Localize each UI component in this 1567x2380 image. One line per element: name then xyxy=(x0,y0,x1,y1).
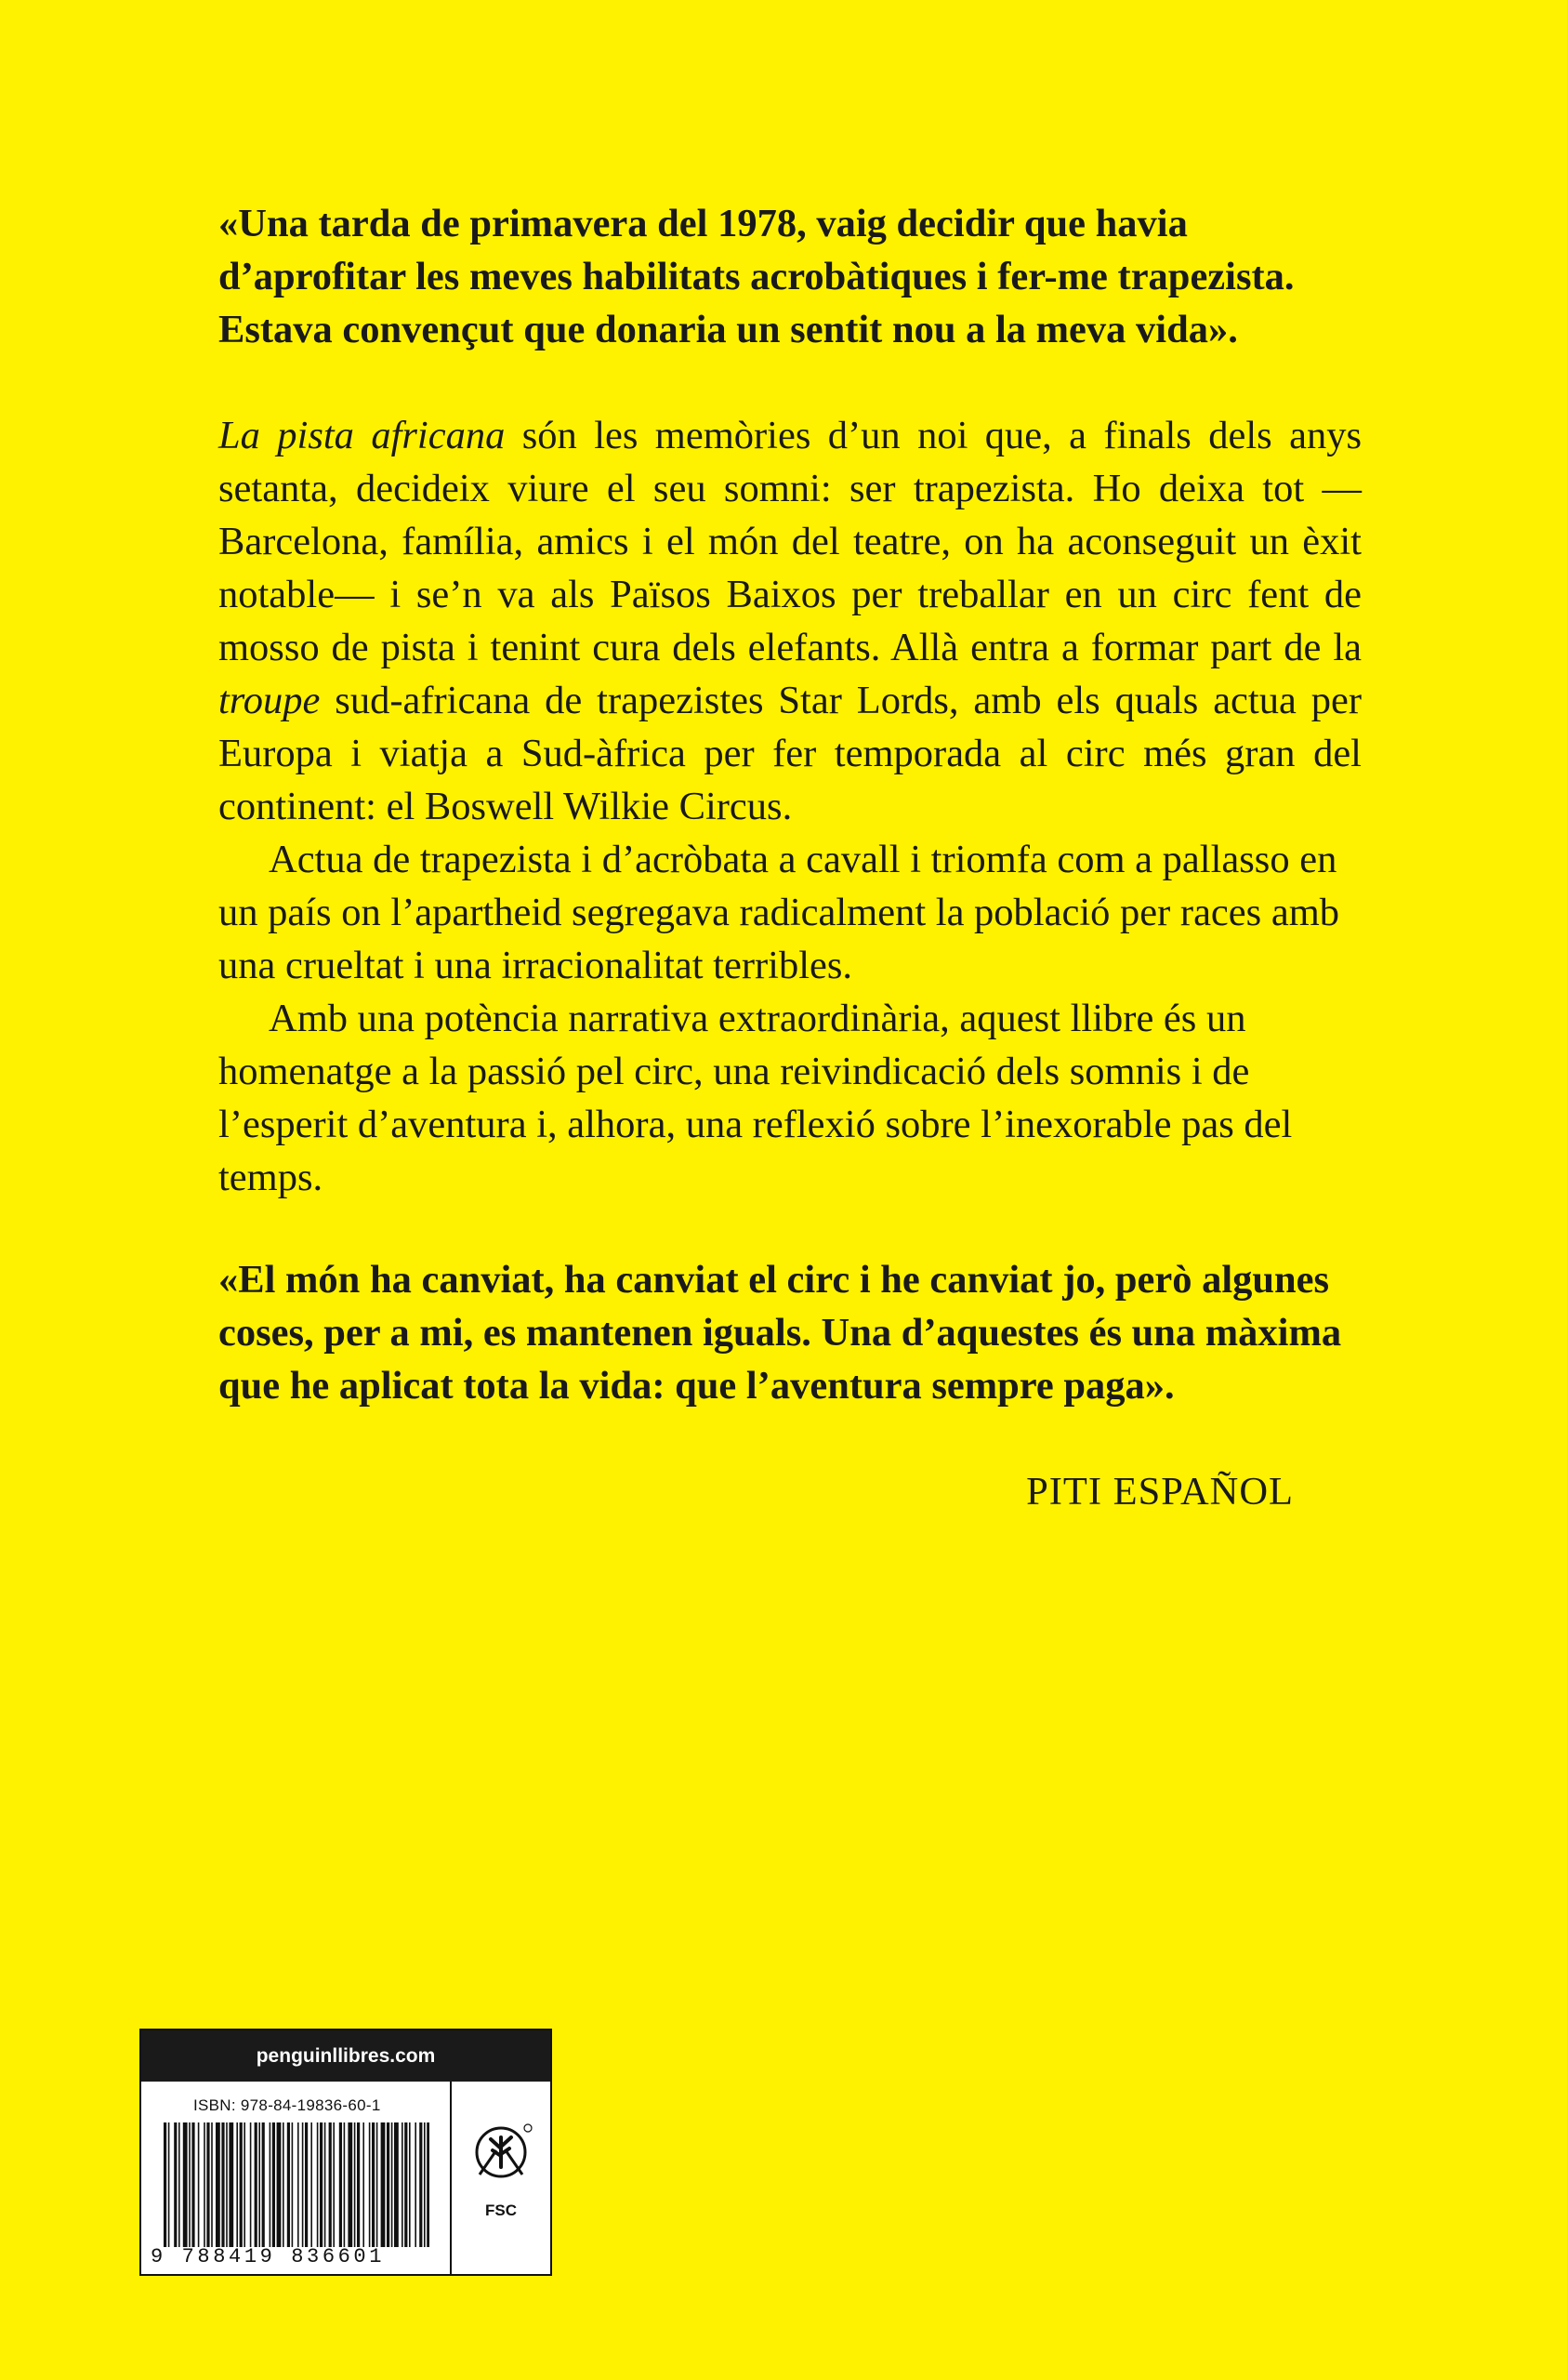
synopsis-text: sud-africana de trapezistes Star Lords, amb els quals actua per Europa i viatja a Sud-àfrica per fer temporada al circ més gran del continent: el Boswell Wilkie Circus. xyxy=(218,679,1362,828)
synopsis-paragraph-2: Actua de trapezista i d’acròbata a cavall i triomfa com a pallasso en un país on l’apartheid segregava radicalment la població per races amb una crueltat i una irracionalitat terribles. xyxy=(218,838,1339,987)
isbn-number: ISBN: 978-84-19836-60-1 xyxy=(193,2096,381,2114)
quote-line: Estava convençut que donaria un sentit nou a la meva vida». xyxy=(218,308,1238,351)
quote-line: «Una tarda de primavera del 1978, vaig decidir que havia xyxy=(218,202,1188,245)
synopsis-text: són les memòries d’un noi que, a finals dels anys setanta, decideix viure el seu somni: ser trapezista. Ho deixa tot —Barcelona, família, amics i el món del teatre, on ha aconseguit un èxit notable— i se’n va als Països Baixos per treballar en un circ fent de mosso de pista i tenint cura dels elefants. Allà entra a formar part de la xyxy=(218,414,1362,669)
quote-line: que he aplicat tota la vida: que l’aventura sempre paga». xyxy=(218,1364,1175,1408)
ean-digits: 9 788419 836601 xyxy=(151,2245,386,2268)
quote-line: «El món ha canviat, ha canviat el circ i he canviat jo, però algunes xyxy=(218,1258,1330,1302)
barcode-box xyxy=(139,2029,552,2276)
fsc-logo xyxy=(452,2082,550,2274)
website-label: penguinllibres.com xyxy=(141,2030,550,2082)
troupe-word: troupe xyxy=(218,679,321,722)
author-name: PITI ESPAÑOL xyxy=(1026,1470,1294,1514)
barcode-bars xyxy=(164,2122,429,2247)
barcode-area xyxy=(141,2082,452,2274)
book-title: La pista africana xyxy=(218,414,506,457)
quote-line: coses, per a mi, es mantenen iguals. Una d’aquestes és una màxima xyxy=(218,1311,1342,1355)
quote-line: d’aprofitar les meves habilitats acrobàtiques i fer-me trapezista. xyxy=(218,255,1295,298)
synopsis-paragraph-1 xyxy=(218,409,1362,833)
synopsis-paragraph-3: Amb una potència narrativa extraordinària, aquest llibre és un homenatge a la passió pel circ, una reivindicació dels somnis i de l’esperit d’aventura i, alhora, una reflexió sobre l’inexorable pas del temps. xyxy=(218,997,1293,1199)
opening-quote xyxy=(218,197,1362,356)
synopsis xyxy=(218,409,1362,1204)
fsc-tree-icon xyxy=(452,2082,550,2202)
closing-quote xyxy=(218,1253,1362,1412)
fsc-label: FSC xyxy=(485,2202,517,2219)
